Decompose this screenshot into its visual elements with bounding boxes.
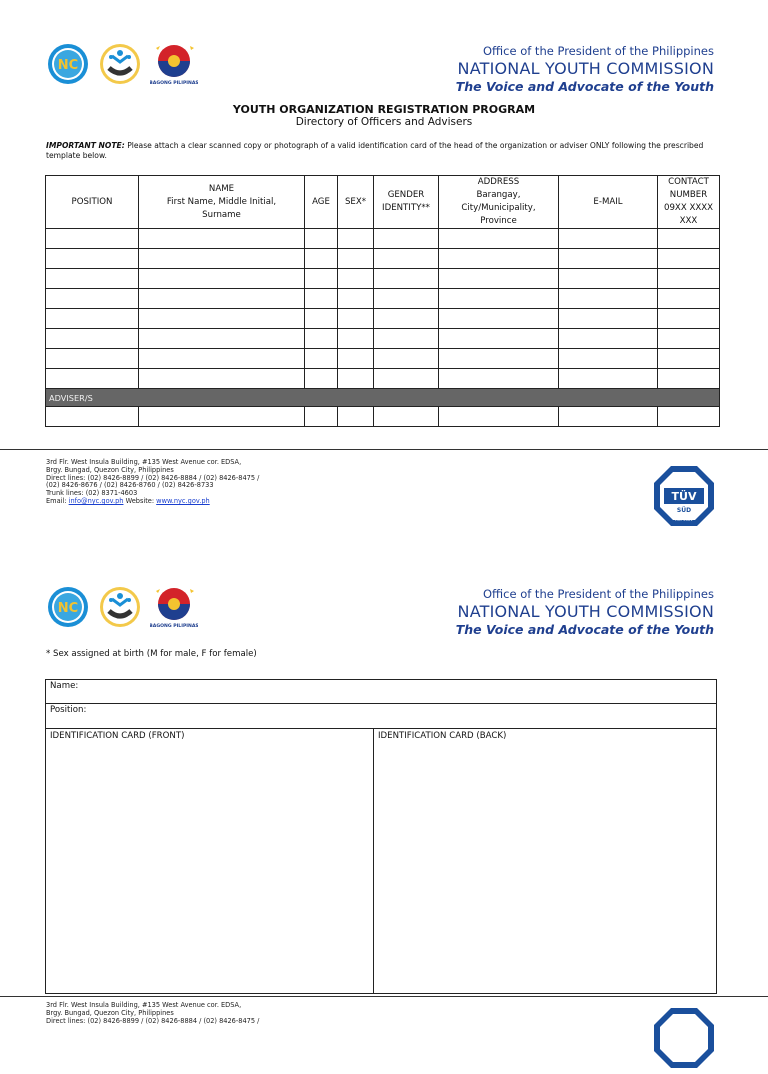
adviser-cell-age[interactable] bbox=[305, 407, 338, 427]
officer-cell-email[interactable] bbox=[559, 289, 658, 309]
officer-cell-name[interactable] bbox=[139, 229, 305, 249]
adviser-cell-contact[interactable] bbox=[658, 407, 720, 427]
officer-cell-name[interactable] bbox=[139, 329, 305, 349]
officer-cell-sex[interactable] bbox=[338, 249, 374, 269]
officer-cell-name[interactable] bbox=[139, 249, 305, 269]
officer-cell-position[interactable] bbox=[46, 229, 139, 249]
officer-cell-address[interactable] bbox=[439, 329, 559, 349]
nyc-logo bbox=[46, 42, 90, 86]
footer-direct-lines-2: (02) 8426-8676 / (02) 8426-8760 / (02) 8426-8733 bbox=[46, 481, 214, 490]
footer-address-line1: 3rd Flr. West Insula Building, #135 West Avenue cor. EDSA, bbox=[46, 458, 242, 466]
officer-cell-contact[interactable] bbox=[658, 269, 720, 289]
officer-cell-email[interactable] bbox=[559, 369, 658, 389]
footer-address-line1: 3rd Flr. West Insula Building, #135 West Avenue cor. EDSA, bbox=[46, 1001, 242, 1009]
office-name: Office of the President of the Philippines bbox=[482, 44, 714, 58]
officer-cell-address[interactable] bbox=[439, 289, 559, 309]
name-field-label: Name: bbox=[50, 681, 79, 691]
logo-group bbox=[46, 42, 198, 86]
officer-cell-sex[interactable] bbox=[338, 329, 374, 349]
col-address-line2: Barangay, bbox=[476, 190, 521, 200]
document-subtitle: Directory of Officers and Advisers bbox=[295, 116, 473, 128]
officer-cell-name[interactable] bbox=[139, 369, 305, 389]
commission-name: NATIONAL YOUTH COMMISSION bbox=[457, 59, 714, 78]
id-card-front-box[interactable] bbox=[46, 729, 374, 993]
col-address-line4: Province bbox=[480, 216, 517, 226]
officer-cell-position[interactable] bbox=[46, 289, 139, 309]
officer-cell-position[interactable] bbox=[46, 329, 139, 349]
adviser-cell-sex[interactable] bbox=[338, 407, 374, 427]
adviser-section-row bbox=[46, 389, 720, 407]
officer-cell-contact[interactable] bbox=[658, 309, 720, 329]
office-header bbox=[354, 44, 714, 94]
officer-row bbox=[46, 269, 720, 289]
footer-address-line2: Brgy. Bungad, Quezon City, Philippines bbox=[46, 465, 174, 474]
youth-figure-logo bbox=[98, 42, 142, 86]
adviser-cell-gender-identity[interactable] bbox=[374, 407, 439, 427]
col-email: E-MAIL bbox=[559, 176, 658, 229]
officer-cell-contact[interactable] bbox=[658, 349, 720, 369]
col-name-line1: NAME bbox=[208, 183, 235, 194]
col-contact-line1: CONTACT bbox=[668, 177, 709, 187]
officer-cell-address[interactable] bbox=[439, 309, 559, 329]
adviser-cell-position[interactable] bbox=[46, 407, 139, 427]
officer-cell-contact[interactable] bbox=[658, 369, 720, 389]
officer-cell-age[interactable] bbox=[305, 289, 338, 309]
officer-row bbox=[46, 369, 720, 389]
officer-cell-age[interactable] bbox=[305, 349, 338, 369]
officer-cell-address[interactable] bbox=[439, 249, 559, 269]
officer-cell-sex[interactable] bbox=[338, 349, 374, 369]
officer-cell-address[interactable] bbox=[439, 349, 559, 369]
officer-cell-age[interactable] bbox=[305, 269, 338, 289]
bagong-pilipinas-text: BAGONG PILIPINAS bbox=[150, 624, 198, 629]
adviser-cell-address[interactable] bbox=[439, 407, 559, 427]
page2-footer-divider bbox=[0, 996, 768, 997]
document-title: YOUTH ORGANIZATION REGISTRATION PROGRAM bbox=[232, 103, 536, 116]
officer-cell-age[interactable] bbox=[305, 329, 338, 349]
officer-cell-position[interactable] bbox=[46, 349, 139, 369]
officer-row bbox=[46, 329, 720, 349]
col-contact-line3: 09XX XXXX bbox=[664, 203, 713, 213]
id-card-back-box[interactable] bbox=[374, 729, 716, 993]
officer-row bbox=[46, 349, 720, 369]
adviser-cell-name[interactable] bbox=[139, 407, 305, 427]
adviser-row bbox=[46, 407, 720, 427]
footer-direct-lines: Direct lines: (02) 8426-8899 / (02) 8426-8884 / (02) 8426-8475 / bbox=[46, 1016, 260, 1025]
col-age: AGE bbox=[305, 176, 338, 229]
officer-cell-contact[interactable] bbox=[658, 329, 720, 349]
col-gender-line1: GENDER bbox=[387, 190, 425, 200]
id-card-form bbox=[45, 679, 717, 994]
bagong-pilipinas-logo bbox=[150, 585, 198, 629]
commission-tagline: The Voice and Advocate of the Youth bbox=[455, 622, 714, 637]
page1-footer bbox=[46, 459, 259, 506]
officer-cell-email[interactable] bbox=[559, 329, 658, 349]
officer-cell-gender-identity[interactable] bbox=[374, 329, 439, 349]
officer-cell-name[interactable] bbox=[139, 309, 305, 329]
officers-table bbox=[45, 175, 720, 427]
commission-name: NATIONAL YOUTH COMMISSION bbox=[457, 602, 714, 621]
id-card-back-label: IDENTIFICATION CARD (BACK) bbox=[378, 731, 507, 741]
col-address-line3: City/Municipality, bbox=[461, 203, 536, 213]
table-header-row bbox=[46, 176, 720, 229]
officer-cell-gender-identity[interactable] bbox=[374, 249, 439, 269]
sex-footnote: * Sex assigned at birth (M for male, F for female) bbox=[46, 649, 257, 659]
officer-cell-position[interactable] bbox=[46, 249, 139, 269]
footer-email-label: Email: bbox=[46, 496, 69, 505]
officer-cell-age[interactable] bbox=[305, 229, 338, 249]
officer-cell-age[interactable] bbox=[305, 249, 338, 269]
col-sex: SEX* bbox=[338, 176, 374, 229]
col-position: POSITION bbox=[46, 176, 139, 229]
col-contact-line2: NUMBER bbox=[669, 190, 708, 200]
officer-row bbox=[46, 249, 720, 269]
position-field[interactable] bbox=[46, 704, 716, 729]
col-contact bbox=[658, 176, 720, 229]
officer-cell-gender-identity[interactable] bbox=[374, 349, 439, 369]
col-address-line1: ADDRESS bbox=[477, 177, 520, 187]
officer-cell-email[interactable] bbox=[559, 309, 658, 329]
commission-tagline: The Voice and Advocate of the Youth bbox=[455, 79, 714, 94]
officer-row bbox=[46, 229, 720, 249]
officer-cell-sex[interactable] bbox=[338, 289, 374, 309]
officer-cell-gender-identity[interactable] bbox=[374, 229, 439, 249]
col-address bbox=[439, 176, 559, 229]
youth-figure-logo bbox=[98, 585, 142, 629]
page2-footer bbox=[46, 1002, 259, 1025]
footer-website-link[interactable]: www.nyc.gov.ph bbox=[156, 496, 210, 505]
officer-cell-gender-identity[interactable] bbox=[374, 369, 439, 389]
position-field-label: Position: bbox=[50, 705, 87, 715]
bagong-pilipinas-text: BAGONG PILIPINAS bbox=[150, 81, 198, 86]
nyc-logo-text: NC bbox=[57, 601, 79, 616]
col-name-line3: Surname bbox=[202, 209, 241, 220]
footer-contact bbox=[46, 498, 259, 506]
footer-trunk-lines: Trunk lines: (02) 8371-4603 bbox=[46, 489, 138, 498]
officer-rows bbox=[46, 229, 720, 389]
tuv-certification-badge bbox=[652, 464, 716, 528]
officer-cell-contact[interactable] bbox=[658, 249, 720, 269]
adviser-rows bbox=[46, 407, 720, 427]
page1-footer-divider bbox=[0, 449, 768, 450]
officer-cell-email[interactable] bbox=[559, 349, 658, 369]
officer-cell-age[interactable] bbox=[305, 369, 338, 389]
officer-cell-email[interactable] bbox=[559, 249, 658, 269]
tuv-sub: SÜD bbox=[676, 507, 692, 514]
officer-cell-address[interactable] bbox=[439, 269, 559, 289]
important-note bbox=[46, 141, 726, 161]
officer-cell-position[interactable] bbox=[46, 269, 139, 289]
note-label: IMPORTANT NOTE: bbox=[46, 141, 125, 150]
footer-direct-lines: Direct lines: (02) 8426-8899 / (02) 8426-8884 / (02) 8426-8475 / bbox=[46, 473, 260, 482]
nyc-logo-text: NC bbox=[57, 58, 79, 73]
officer-cell-sex[interactable] bbox=[338, 269, 374, 289]
officer-cell-sex[interactable] bbox=[338, 309, 374, 329]
name-field[interactable] bbox=[46, 680, 716, 704]
col-name bbox=[139, 176, 305, 229]
id-card-front-label: IDENTIFICATION CARD (FRONT) bbox=[50, 731, 185, 741]
note-text: Please attach a clear scanned copy or photograph of a valid identification card of the head of the organization or adviser ONLY following the prescribed template below. bbox=[46, 141, 704, 160]
officer-cell-address[interactable] bbox=[439, 229, 559, 249]
col-name-line2: First Name, Middle Initial, bbox=[166, 196, 277, 207]
footer-address-line2: Brgy. Bungad, Quezon City, Philippines bbox=[46, 1008, 174, 1017]
tuv-certification-badge bbox=[652, 1006, 716, 1070]
officer-cell-name[interactable] bbox=[139, 269, 305, 289]
col-gender-identity bbox=[374, 176, 439, 229]
col-gender-line2: IDENTITY** bbox=[382, 203, 430, 213]
officer-cell-contact[interactable] bbox=[658, 229, 720, 249]
adviser-cell-email[interactable] bbox=[559, 407, 658, 427]
tuv-mark: TÜV bbox=[671, 490, 697, 503]
footer-website-label: Website: bbox=[123, 496, 157, 505]
logo-group-page2 bbox=[46, 585, 198, 629]
bagong-pilipinas-logo bbox=[150, 42, 198, 86]
officer-cell-name[interactable] bbox=[139, 349, 305, 369]
officer-cell-age[interactable] bbox=[305, 309, 338, 329]
tuv-iso: ISO 9001 bbox=[675, 517, 693, 522]
officer-cell-contact[interactable] bbox=[658, 289, 720, 309]
officer-cell-email[interactable] bbox=[559, 269, 658, 289]
officer-cell-position[interactable] bbox=[46, 369, 139, 389]
officer-row bbox=[46, 289, 720, 309]
officer-row bbox=[46, 309, 720, 329]
office-header-page2 bbox=[354, 587, 714, 637]
adviser-section-label: ADVISER/S bbox=[46, 389, 720, 407]
officer-cell-sex[interactable] bbox=[338, 229, 374, 249]
office-name: Office of the President of the Philippines bbox=[482, 587, 714, 601]
officer-cell-address[interactable] bbox=[439, 369, 559, 389]
officer-cell-gender-identity[interactable] bbox=[374, 309, 439, 329]
footer-email-link[interactable]: info@nyc.gov.ph bbox=[68, 496, 124, 505]
officer-cell-name[interactable] bbox=[139, 289, 305, 309]
col-contact-line4: XXX bbox=[679, 216, 698, 226]
nyc-logo bbox=[46, 585, 90, 629]
officer-cell-gender-identity[interactable] bbox=[374, 289, 439, 309]
officer-cell-sex[interactable] bbox=[338, 369, 374, 389]
officer-cell-position[interactable] bbox=[46, 309, 139, 329]
officer-cell-gender-identity[interactable] bbox=[374, 269, 439, 289]
officer-cell-email[interactable] bbox=[559, 229, 658, 249]
